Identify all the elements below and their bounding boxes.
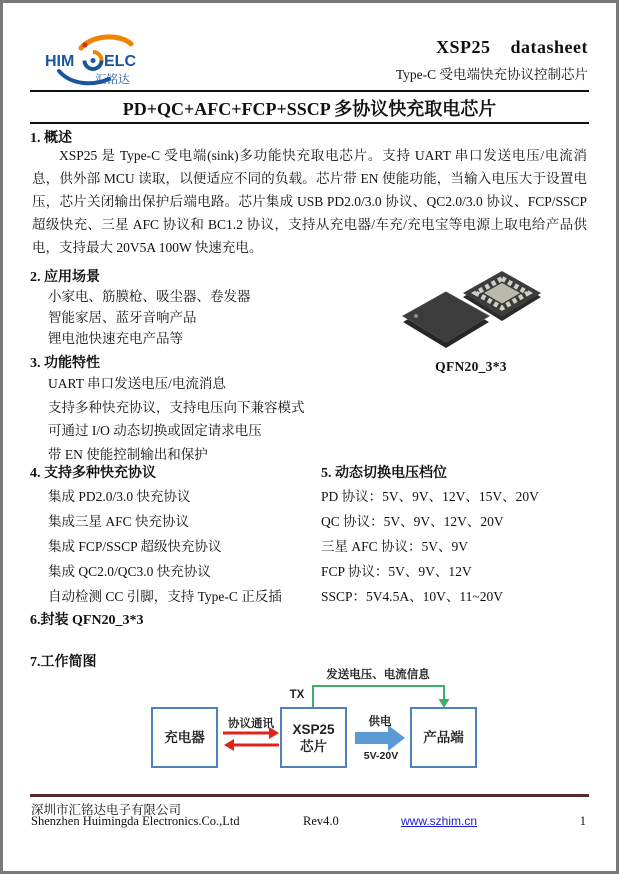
- list-item: QC 协议：5V、9V、12V、20V: [321, 514, 504, 529]
- revision-label: Rev4.0: [303, 814, 339, 828]
- website-link[interactable]: www.szhim.cn: [401, 814, 478, 828]
- list-item: FCP 协议：5V、9V、12V: [321, 564, 472, 579]
- svg-text:HIM: HIM: [45, 53, 75, 70]
- doc-title: PD+QC+AFC+FCP+SSCP 多协议快充取电芯片: [122, 99, 497, 119]
- list-item: 集成 FCP/SSCP 超级快充协议: [48, 539, 222, 554]
- section-1-heading: 1. 概述: [30, 131, 72, 146]
- list-item: 三星 AFC 协议：5V、9V: [321, 539, 469, 554]
- company-name-en: Shenzhen Huimingda Electronics.Co.,Ltd: [31, 814, 240, 828]
- info-label: 发送电压、电流信息: [326, 669, 430, 681]
- power-label: 供电: [368, 716, 392, 728]
- list-item: 自动检测 CC 引脚，支持 Type-C 正反插: [48, 589, 282, 604]
- product-box-label: 产品端: [423, 730, 464, 745]
- protocol-list: [48, 484, 282, 609]
- company-logo: [41, 33, 153, 87]
- power-arrow-icon: [355, 732, 388, 744]
- list-item: 集成 PD2.0/3.0 快充协议: [48, 489, 191, 504]
- charger-box: [151, 707, 218, 768]
- application-list: [48, 286, 251, 349]
- chip-box: [280, 707, 347, 768]
- chip-figure: [391, 266, 551, 375]
- header: [41, 31, 588, 89]
- list-item: 锂电池快速充电产品等: [48, 331, 183, 346]
- feature-list: [48, 372, 305, 466]
- protocol-comm-label: 协议通讯: [228, 718, 274, 730]
- product-box: [410, 707, 477, 768]
- page-number: 1: [579, 814, 586, 828]
- chip-box-label-line2: 芯片: [300, 738, 327, 754]
- header-rule: [30, 90, 589, 92]
- list-item: 智能家居、蓝牙音响产品: [48, 310, 197, 325]
- svg-text:ELC: ELC: [104, 53, 136, 70]
- voltage-range-label: 5V-20V: [363, 750, 399, 762]
- section-4-heading: 4. 支持多种快充协议: [30, 466, 156, 481]
- company-name-cn: 深圳市汇铭达电子有限公司: [31, 803, 182, 817]
- section-7-heading: 7.工作简图: [30, 655, 97, 670]
- list-item: PD 协议：5V、9V、12V、15V、20V: [321, 489, 539, 504]
- section-3-heading: 3. 功能特性: [30, 356, 100, 371]
- list-item: 带 EN 使能控制输出和保护: [48, 446, 208, 462]
- title-rule: [30, 122, 589, 124]
- chip-box-label-line1: XSP25: [292, 721, 335, 737]
- list-item: UART 串口发送电压/电流消息: [48, 376, 226, 391]
- green-arrow-icon: [313, 686, 444, 707]
- overview-paragraph: XSP25 是 Type-C 受电端(sink)多功能快充取电芯片。支持 UART 串口发送电压/电流消息，供外部 MCU 读取，以便适应不同的负载。芯片带 EN 使能功能，当输入电压大于设置电压，芯片关闭输出保护后端电路。芯片集成 USB PD2.0/3.0 协议、QC2.0/3.0 协议、FCP/SSCP 超级快充、三星 AFC 协议和 BC1.2 协议，支持从充电器/车充/充电宝等电源上取电给产品供电，支持最大 20V5A 100W 快速充电。: [32, 148, 587, 255]
- list-item: 集成三星 AFC 快充协议: [48, 514, 190, 529]
- tx-label: TX: [289, 689, 305, 701]
- list-item: 集成 QC2.0/QC3.0 快充协议: [48, 564, 211, 579]
- section-2-heading: 2. 应用场景: [30, 270, 100, 285]
- datasheet-subtitle: Type-C 受电端快充协议控制芯片: [395, 67, 588, 82]
- footer-row: [31, 814, 588, 830]
- charger-box-label: 充电器: [164, 730, 205, 745]
- footer-rule: [30, 794, 589, 797]
- section-6-heading: 6.封装 QFN20_3*3: [30, 613, 144, 628]
- voltage-list: [321, 484, 539, 609]
- list-item: SSCP：5V4.5A、10V、11~20V: [321, 589, 503, 604]
- chip-package-label: QFN20_3*3: [435, 359, 507, 374]
- datasheet-title: XSP25 datasheet: [436, 37, 588, 57]
- list-item: 小家电、筋膜枪、吸尘器、卷发器: [48, 289, 251, 304]
- list-item: 支持多种快充协议，支持电压向下兼容模式: [48, 399, 305, 415]
- working-diagram: [33, 663, 593, 791]
- list-item: 可通过 I/O 动态切换或固定请求电压: [48, 423, 262, 438]
- logo-chinese-text: 汇铭达: [95, 74, 130, 86]
- section-5-heading: 5. 动态切换电压档位: [321, 466, 447, 481]
- chip-package-image: [396, 266, 546, 352]
